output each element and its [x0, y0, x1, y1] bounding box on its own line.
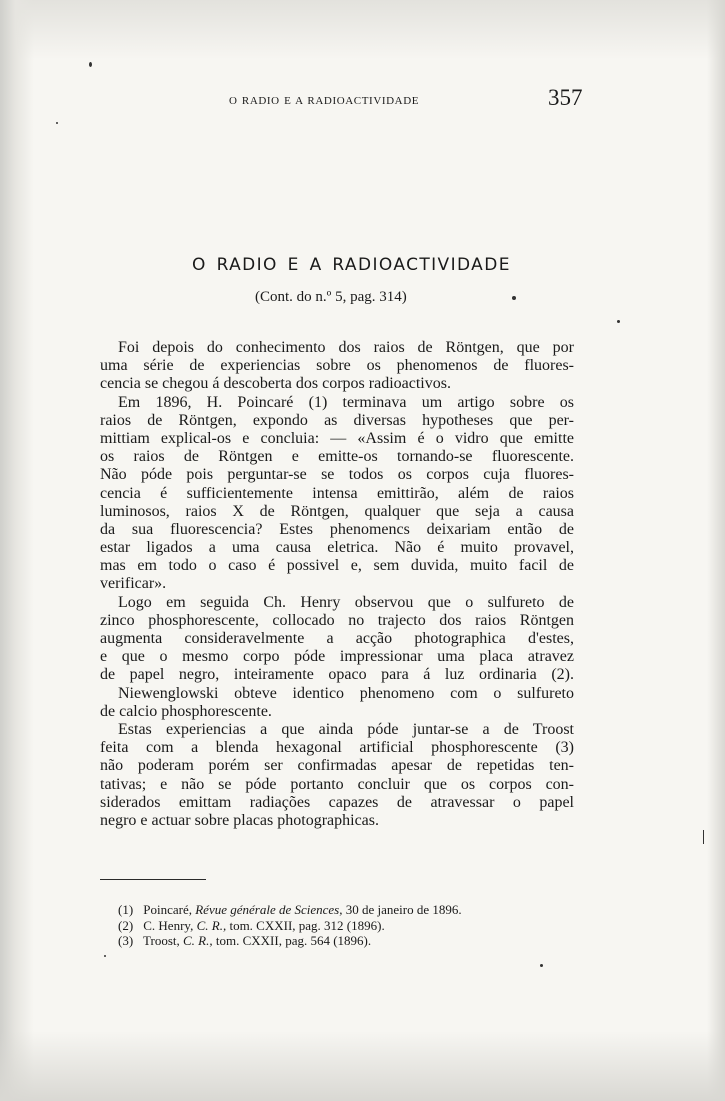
ink-speck [89, 62, 92, 67]
running-header-title: O RADIO E A RADIOACTIVIDADE [229, 95, 420, 107]
text-line: de calcio phosphorescente. [100, 702, 272, 720]
text-line: Niewenglowski obteve identico phenomeno com o sulfureto [118, 684, 574, 702]
text-line: luminosos, raios X de Röntgen, qualquer que seja a causa [100, 502, 574, 520]
text-line: Estas experiencias a que ainda póde juntar-se a de Troost [118, 720, 574, 738]
footnote-mark: (1) [118, 902, 134, 917]
text-line: cencia se chegou á descoberta dos corpos radioactivos. [100, 375, 451, 393]
footnote-divider [100, 879, 206, 880]
ink-speck [617, 320, 620, 323]
footnote-author: Troost, [143, 933, 180, 948]
ink-speck [104, 955, 106, 957]
article-body [100, 339, 574, 830]
ink-speck [512, 296, 516, 300]
ink-speck [56, 122, 58, 124]
footnote-1 [118, 902, 462, 918]
text-line: zinco phosphorescente, collocado no trajecto dos raios Röntgen [100, 611, 574, 629]
footnote-source: Révue générale de Sciences, [195, 902, 343, 917]
footnote-source: C. R., [196, 917, 227, 933]
text-line: mittiam explical-os e concluia: — «Assim é o vidro que emitte [100, 429, 574, 447]
text-line: tativas; e não se póde portanto concluir que os corpos con- [100, 775, 574, 793]
text-line: Foi depois do conhecimento dos raios de Röntgen, que por [118, 339, 574, 356]
footnote-details: tom. CXXII, pag. 312 (1896). [229, 917, 385, 933]
footnote-author: C. Henry, [143, 917, 194, 933]
text-line: de papel negro, inteiramente opaco para á luz ordinaria (2). [100, 666, 574, 684]
text-line: augmenta consideravelmente a acção photographica d'estes, [100, 630, 574, 647]
footnote-author: Poincaré, [143, 902, 192, 917]
scan-shadow-right [707, 0, 725, 1101]
text-line: uma série de experiencias sobre os phenomenos de fluores- [100, 357, 574, 375]
footnote-2 [118, 918, 462, 934]
scan-shadow-bottom [0, 1031, 725, 1101]
text-line: verificar». [100, 575, 167, 593]
footnote-source: C. R., [183, 933, 213, 948]
article-title: O RADIO E A RADIOACTIVIDADE [192, 255, 511, 275]
page-number: 357 [548, 85, 583, 110]
footnote-mark: (3) [118, 933, 134, 948]
text-line: da sua fluorescencia? Estes phenomencs deixariam então de [100, 520, 574, 538]
footnote-mark: (2) [118, 917, 134, 933]
text-line: feita com a blenda hexagonal artificial phosphorescente (3) [100, 739, 574, 757]
text-line: Em 1896, H. Poincaré (1) terminava um artigo sobre os [118, 393, 574, 411]
ink-speck [540, 964, 543, 967]
text-line: Não póde pois perguntar-se se todos os corpos cuja fluores- [100, 466, 574, 484]
text-line: os raios de Röntgen e emitte-os tornando-se fluorescente. [100, 448, 574, 466]
footnote-3 [118, 933, 462, 949]
scan-shadow-top [0, 0, 725, 60]
footnote-details: tom. CXXII, pag. 564 (1896). [215, 933, 372, 948]
text-line: mas em todo o caso é possivel e, sem duvida, muito facil de [100, 557, 574, 575]
footnotes [118, 902, 462, 949]
text-line: não poderam porém ser confirmadas apesar de repetidas ten- [100, 757, 574, 775]
scan-shadow-left [0, 0, 34, 1101]
text-line: estar ligados a uma causa eletrica. Não é muito provavel, [100, 539, 574, 557]
text-line: negro e actuar sobre placas photographicas. [100, 811, 379, 829]
text-line: cencia é sufficientemente intensa emittirão, além de raios [100, 484, 574, 502]
text-line: Logo em seguida Ch. Henry observou que o sulfureto de [118, 593, 574, 611]
ink-speck [703, 830, 704, 844]
text-line: siderados emittam radiações capazes de atravessar o papel [100, 793, 574, 811]
footnote-details: 30 de janeiro de 1896. [345, 902, 462, 917]
text-line: e que o mesmo corpo póde impressionar uma placa atravez [100, 648, 574, 666]
continuation-note: (Cont. do n.º 5, pag. 314) [255, 289, 407, 305]
text-line: raios de Röntgen, expondo as diversas hypotheses que per- [100, 411, 574, 429]
